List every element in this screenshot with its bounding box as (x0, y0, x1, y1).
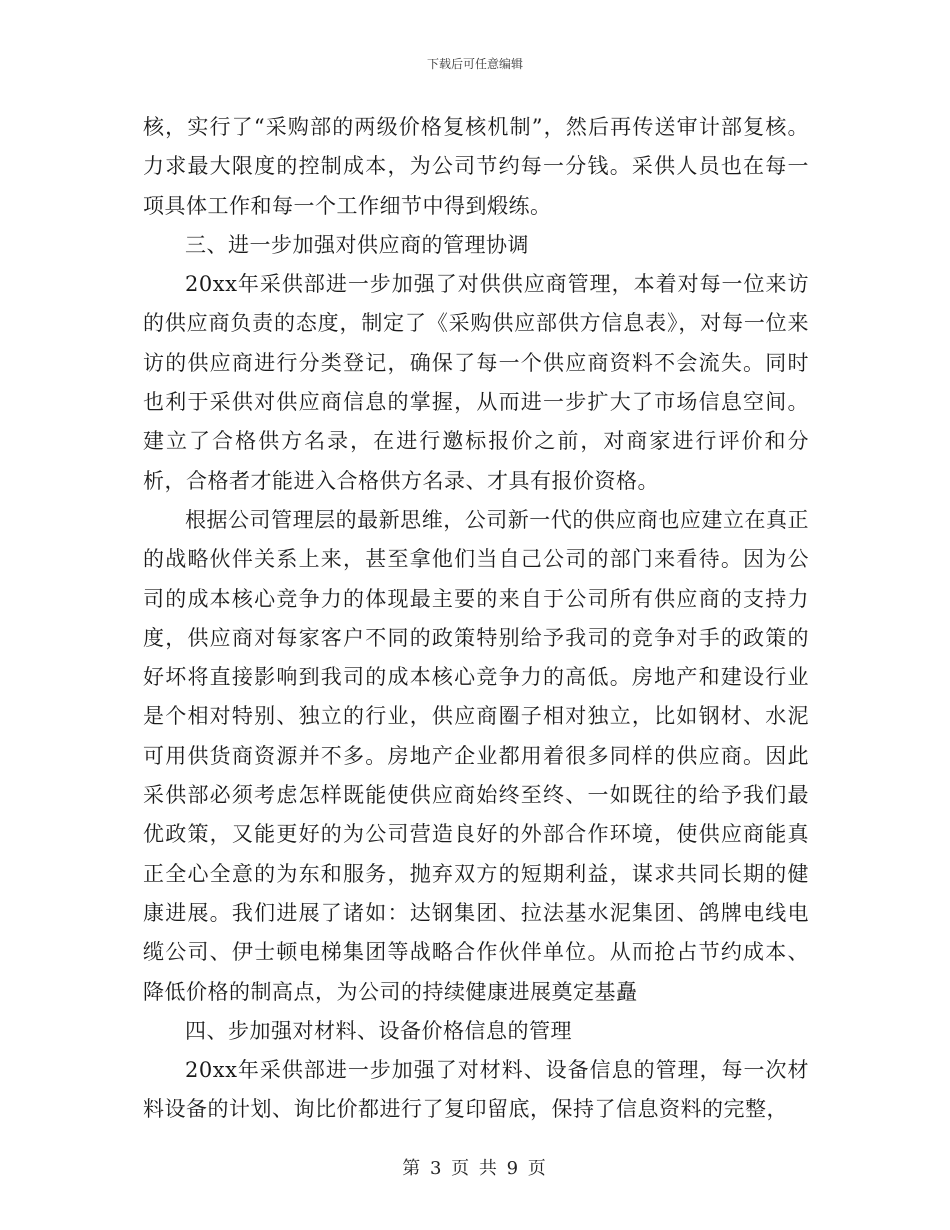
section-heading-3: 三、进一步加强对供应商的管理协调 (185, 232, 529, 257)
paragraph-continuation: 核，实行了“采购部的两级价格复核机制”，然后再传送审计部复核。力求最大限度的控制成本，为公司节约每一分钱。采供人员也在每一项具体工作和每一个工作细节中得到煅练。 (143, 115, 809, 218)
paragraph-supplier-management: 20xx年采供部进一步加强了对供供应商管理，本着对每一位来访的供应商负责的态度，制定了《采购供应部供方信息表》，对每一位来访的供应商进行分类登记，确保了每一个供应商资料不会流失。同时也利于采供对供应商信息的掌握，从而进一步扩大了市场信息空间。建立了合格供方名录，在进行邀标报价之前，对商家进行评价和分析，合格者才能进入合格供方名录、才具有报价资格。 (143, 272, 809, 493)
paragraph-strategic-partners: 根据公司管理层的最新思维，公司新一代的供应商也应建立在真正的战略伙伴关系上来，甚至拿他们当自己公司的部门来看待。因为公司的成本核心竞争力的体现最主要的来自于公司所有供应商的支持力度，供应商对每家客户不同的政策特别给予我司的竞争对手的政策的好坏将直接影响到我司的成本核心竞争力的高低。房地产和建设行业是个相对特别、独立的行业，供应商圈子相对独立，比如钢材、水泥可用供货商资源并不多。房地产企业都用着很多同样的供应商。因此采供部必须考虑怎样既能使供应商始终至终、一如既往的给予我们最优政策，又能更好的为公司营造良好的外部合作环境，使供应商能真正全心全意的为东和服务，抛弃双方的短期利益，谋求共同长期的健康进展。我们进展了诸如：达钢集团、拉法基水泥集团、鸽牌电线电缆公司、伊士顿电梯集团等战略合作伙伴单位。从而抢占节约成本、降低价格的制高点，为公司的持续健康进展奠定基矗 (143, 507, 809, 1004)
paragraph-price-information: 20xx年采供部进一步加强了对材料、设备信息的管理，每一次材料设备的计划、询比价都进行了复印留底，保持了信息资料的完整， (143, 1058, 809, 1122)
page-header: 下载后可任意编辑 (426, 57, 523, 71)
document-body (143, 108, 809, 1130)
page-footer: 第 3 页 共 9 页 (402, 1158, 548, 1179)
section-heading-4: 四、步加强对材料、设备价格信息的管理 (185, 1018, 572, 1043)
